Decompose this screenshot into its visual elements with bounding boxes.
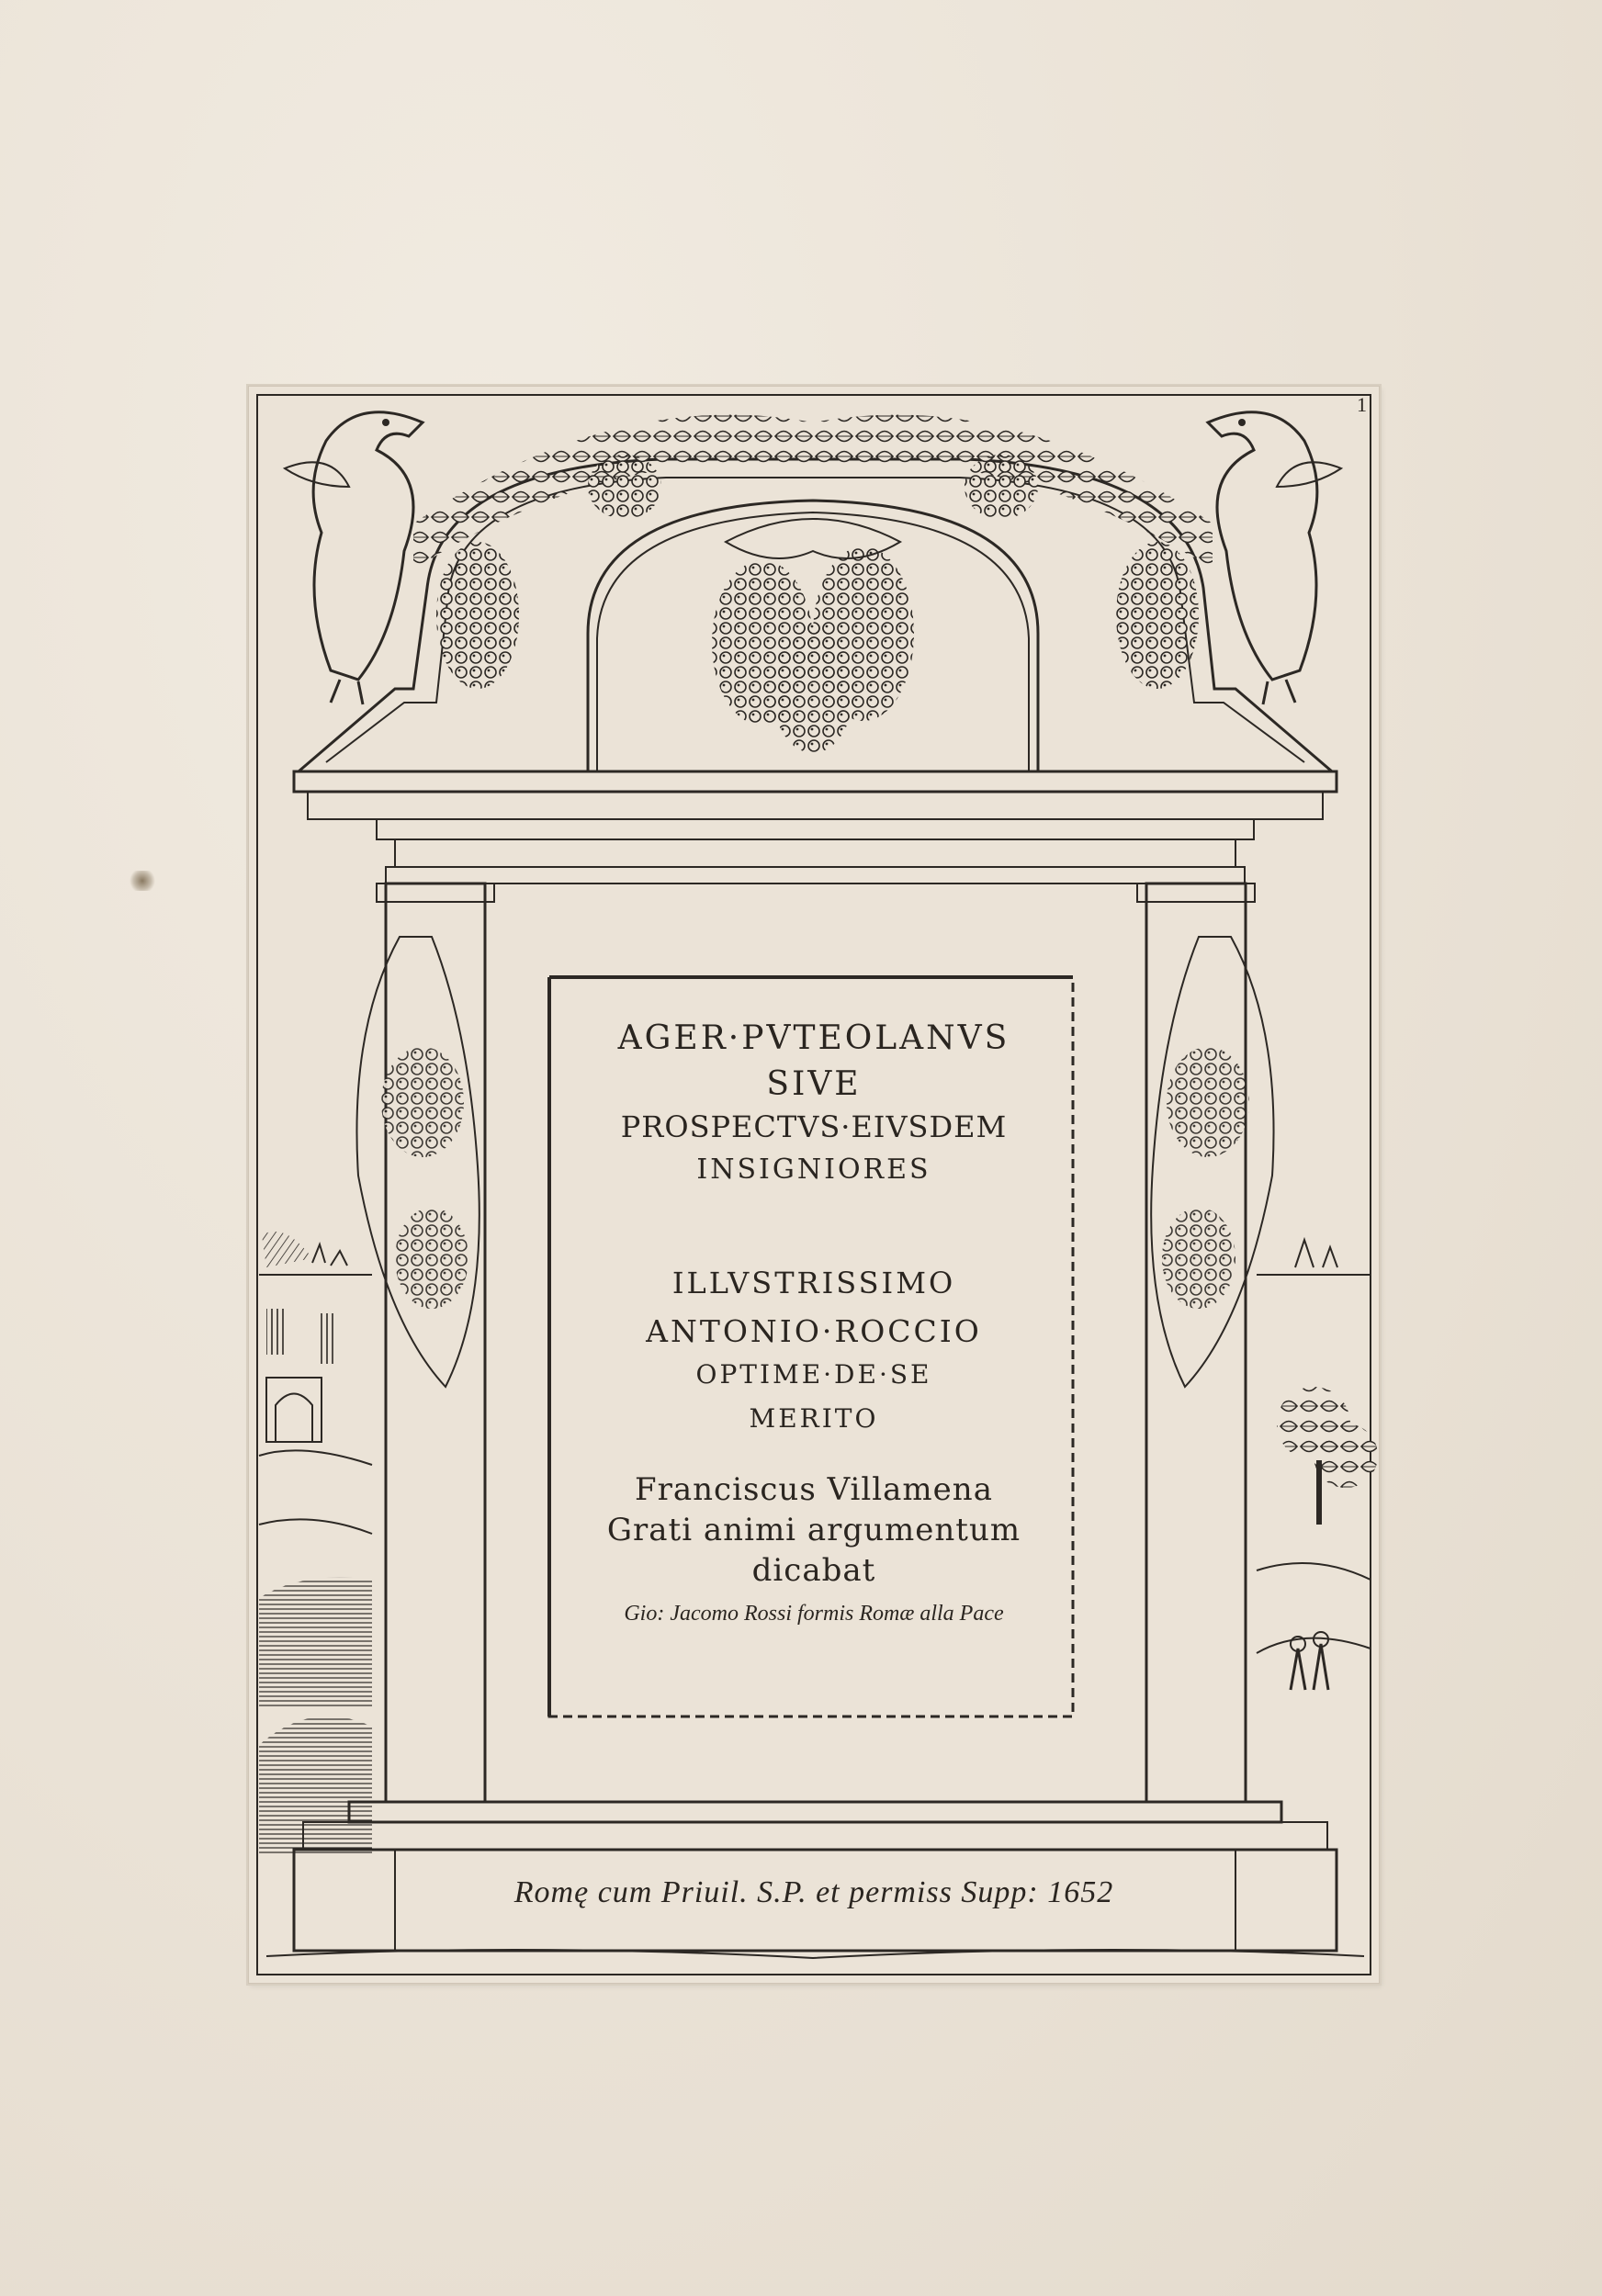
festoon-right bbox=[1151, 937, 1273, 1387]
eagle-right-icon bbox=[1208, 412, 1341, 704]
dedication-line-1: ILLVSTRISSIMO bbox=[671, 1266, 956, 1300]
landscape-right bbox=[1257, 1240, 1378, 1690]
dedication-line-2: ANTONIO·ROCCIO bbox=[646, 1313, 982, 1349]
author-line-2: Grati animi argumentum bbox=[606, 1512, 1021, 1548]
plate-number: 1 bbox=[1357, 393, 1367, 416]
publisher-line: Gio: Jacomo Rossi formis Romæ alla Pace bbox=[624, 1602, 1004, 1626]
festoon-left bbox=[356, 937, 479, 1387]
paper-stain bbox=[129, 871, 156, 891]
dedication-line-4: MERITO bbox=[749, 1403, 879, 1434]
title-line-1: AGER·PVTEOLANVS bbox=[617, 1019, 1010, 1057]
title-line-4: INSIGNIORES bbox=[696, 1154, 931, 1186]
landscape-left bbox=[259, 1232, 372, 1855]
entablature bbox=[294, 771, 1337, 884]
eagle-left-icon bbox=[285, 412, 423, 704]
pillar-right bbox=[1137, 884, 1255, 1802]
imprint-line: Romę cum Priuil. S.P. et permiss Supp: 1652 bbox=[513, 1875, 1114, 1909]
author-line-1: Franciscus Villamena bbox=[635, 1471, 993, 1508]
arched-pediment bbox=[299, 415, 1332, 771]
title-line-3: PROSPECTVS·EIVSDEM bbox=[620, 1109, 1008, 1144]
engraved-plate bbox=[248, 386, 1380, 1984]
author-line-3: dicabat bbox=[751, 1552, 876, 1589]
dedication-line-3: OPTIME·DE·SE bbox=[695, 1359, 932, 1390]
title-line-2: SIVE bbox=[766, 1065, 862, 1103]
pillar-left bbox=[377, 884, 494, 1802]
